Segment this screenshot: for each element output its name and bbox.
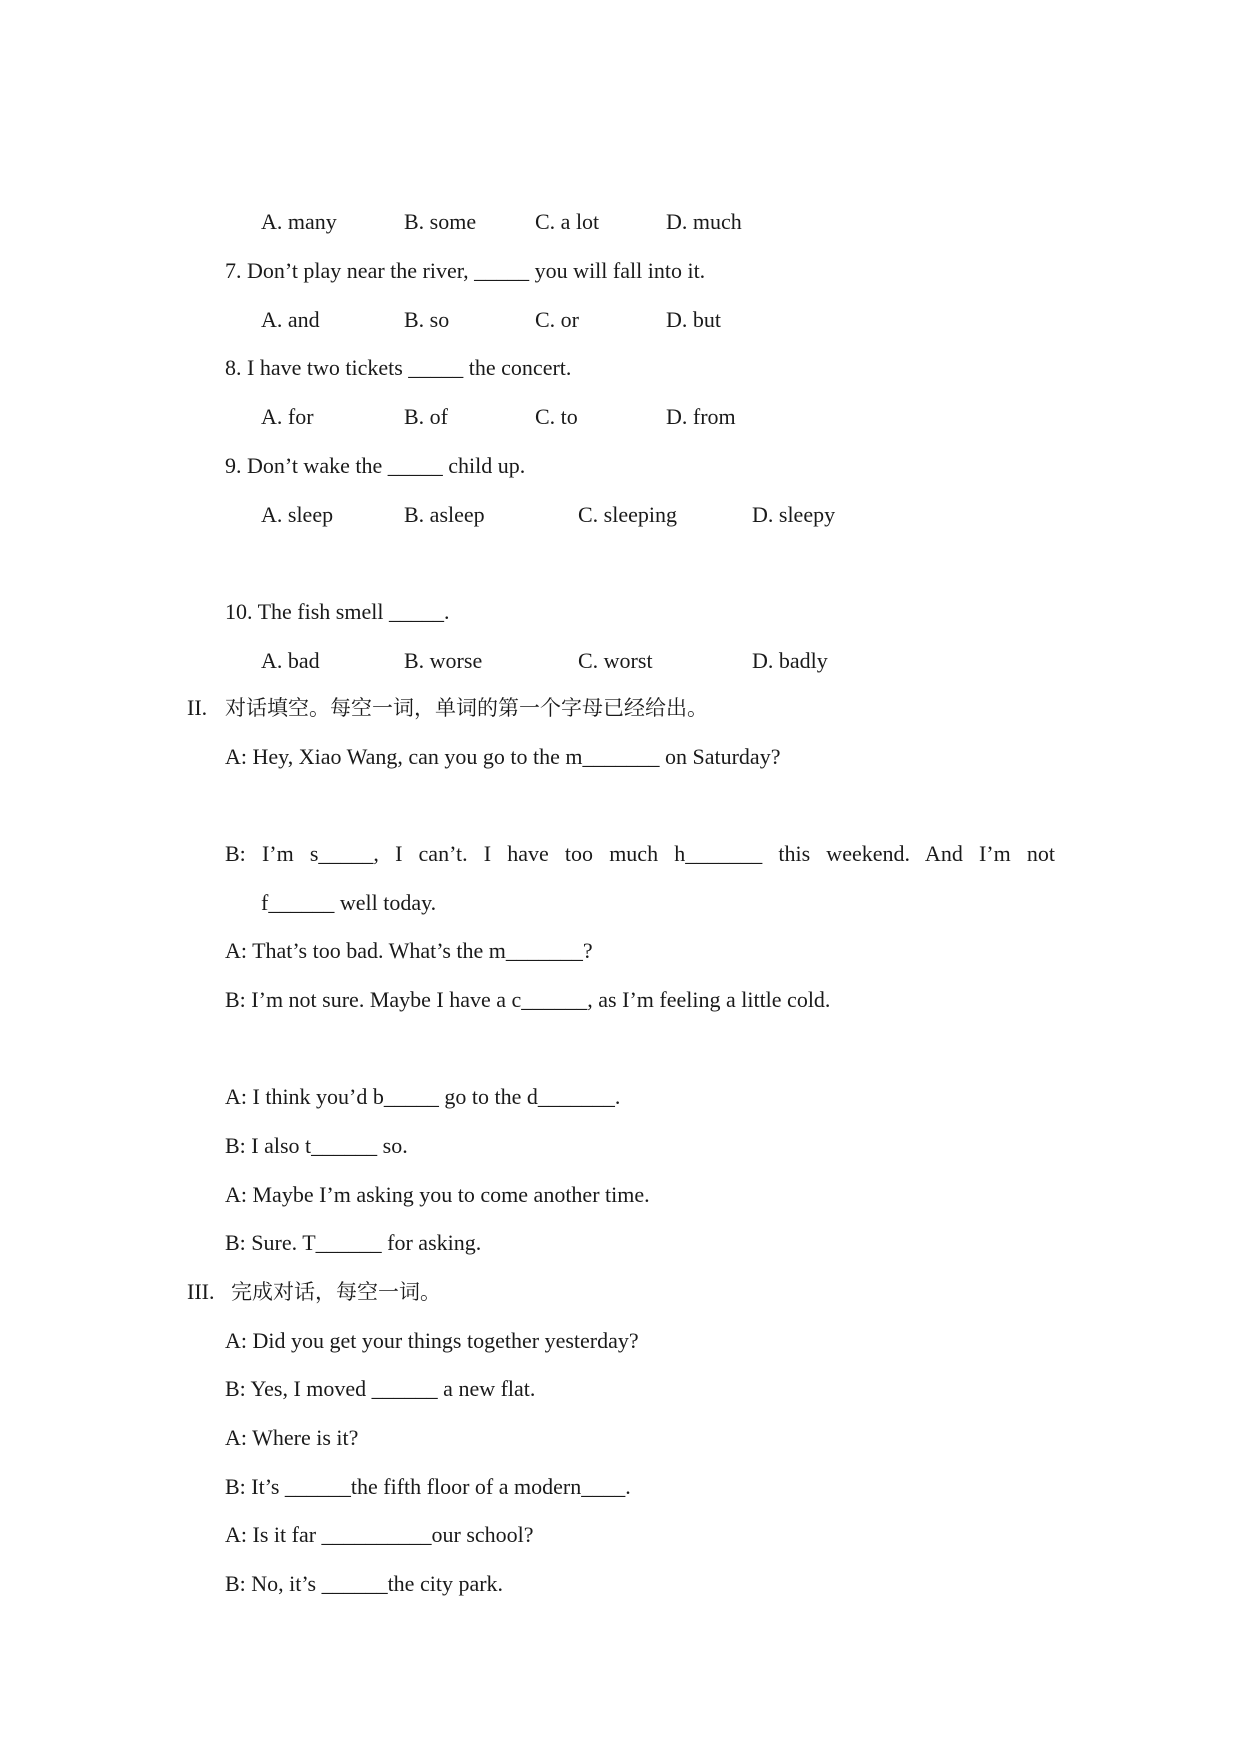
- section3-line-5: A: Is it far __________our school?: [225, 1522, 534, 1547]
- section2-line-9: B: Sure. T______ for asking.: [225, 1230, 482, 1255]
- section2-line-4: A: That’s too bad. What’s the m_______?: [225, 938, 593, 963]
- q8-option-c: C. to: [535, 404, 578, 429]
- q9-stem: 9. Don’t wake the _____ child up.: [225, 453, 526, 478]
- section3-number: III.: [187, 1279, 215, 1304]
- section2-number: II.: [187, 695, 208, 720]
- q6-option-a: A. many: [261, 209, 337, 234]
- section2-line-2: B: I’m s_____, I can’t. I have too much h_______ this weekend. And I’m not: [225, 841, 1055, 866]
- section2-line-3: f______ well today.: [261, 890, 437, 915]
- section2-line-8: A: Maybe I’m asking you to come another time.: [225, 1182, 650, 1207]
- section2-title: 对话填空。每空一词，单词的第一个字母已经给出。: [225, 696, 708, 720]
- q8-option-d: D. from: [666, 404, 736, 429]
- section3-line-3: A: Where is it?: [225, 1425, 359, 1450]
- section3-line-1: A: Did you get your things together yesterday?: [225, 1328, 639, 1353]
- q9-option-d: D. sleepy: [752, 502, 836, 527]
- q10-stem: 10. The fish smell _____.: [225, 599, 450, 624]
- q7-option-d: D. but: [666, 307, 721, 332]
- q6-option-d: D. much: [666, 209, 742, 234]
- q6-option-b: B. some: [404, 209, 477, 234]
- section2-line-5: B: I’m not sure. Maybe I have a c______, as I’m feeling a little cold.: [225, 987, 831, 1012]
- q10-option-c: C. worst: [578, 648, 653, 673]
- q8-stem: 8. I have two tickets _____ the concert.: [225, 355, 572, 380]
- q7-option-c: C. or: [535, 307, 579, 332]
- q6-option-c: C. a lot: [535, 209, 600, 234]
- q10-option-d: D. badly: [752, 648, 828, 673]
- section3-line-2: B: Yes, I moved ______ a new flat.: [225, 1376, 536, 1401]
- q7-option-b: B. so: [404, 307, 450, 332]
- q9-option-a: A. sleep: [261, 502, 334, 527]
- q7-stem: 7. Don’t play near the river, _____ you will fall into it.: [225, 258, 706, 283]
- q9-option-c: C. sleeping: [578, 502, 677, 527]
- q10-option-b: B. worse: [404, 648, 483, 673]
- section2-line-1: A: Hey, Xiao Wang, can you go to the m_______ on Saturday?: [225, 744, 781, 769]
- q7-option-a: A. and: [261, 307, 320, 332]
- section2-line-6: A: I think you’d b_____ go to the d_______.: [225, 1084, 621, 1109]
- section3-title: 完成对话，每空一词。: [231, 1280, 441, 1304]
- q8-option-b: B. of: [404, 404, 448, 429]
- section3-line-6: B: No, it’s ______the city park.: [225, 1571, 504, 1596]
- section3-line-4: B: It’s ______the fifth floor of a modern____.: [225, 1474, 631, 1499]
- q8-option-a: A. for: [261, 404, 314, 429]
- q10-option-a: A. bad: [261, 648, 320, 673]
- section2-line-7: B: I also t______ so.: [225, 1133, 408, 1158]
- q9-option-b: B. asleep: [404, 502, 485, 527]
